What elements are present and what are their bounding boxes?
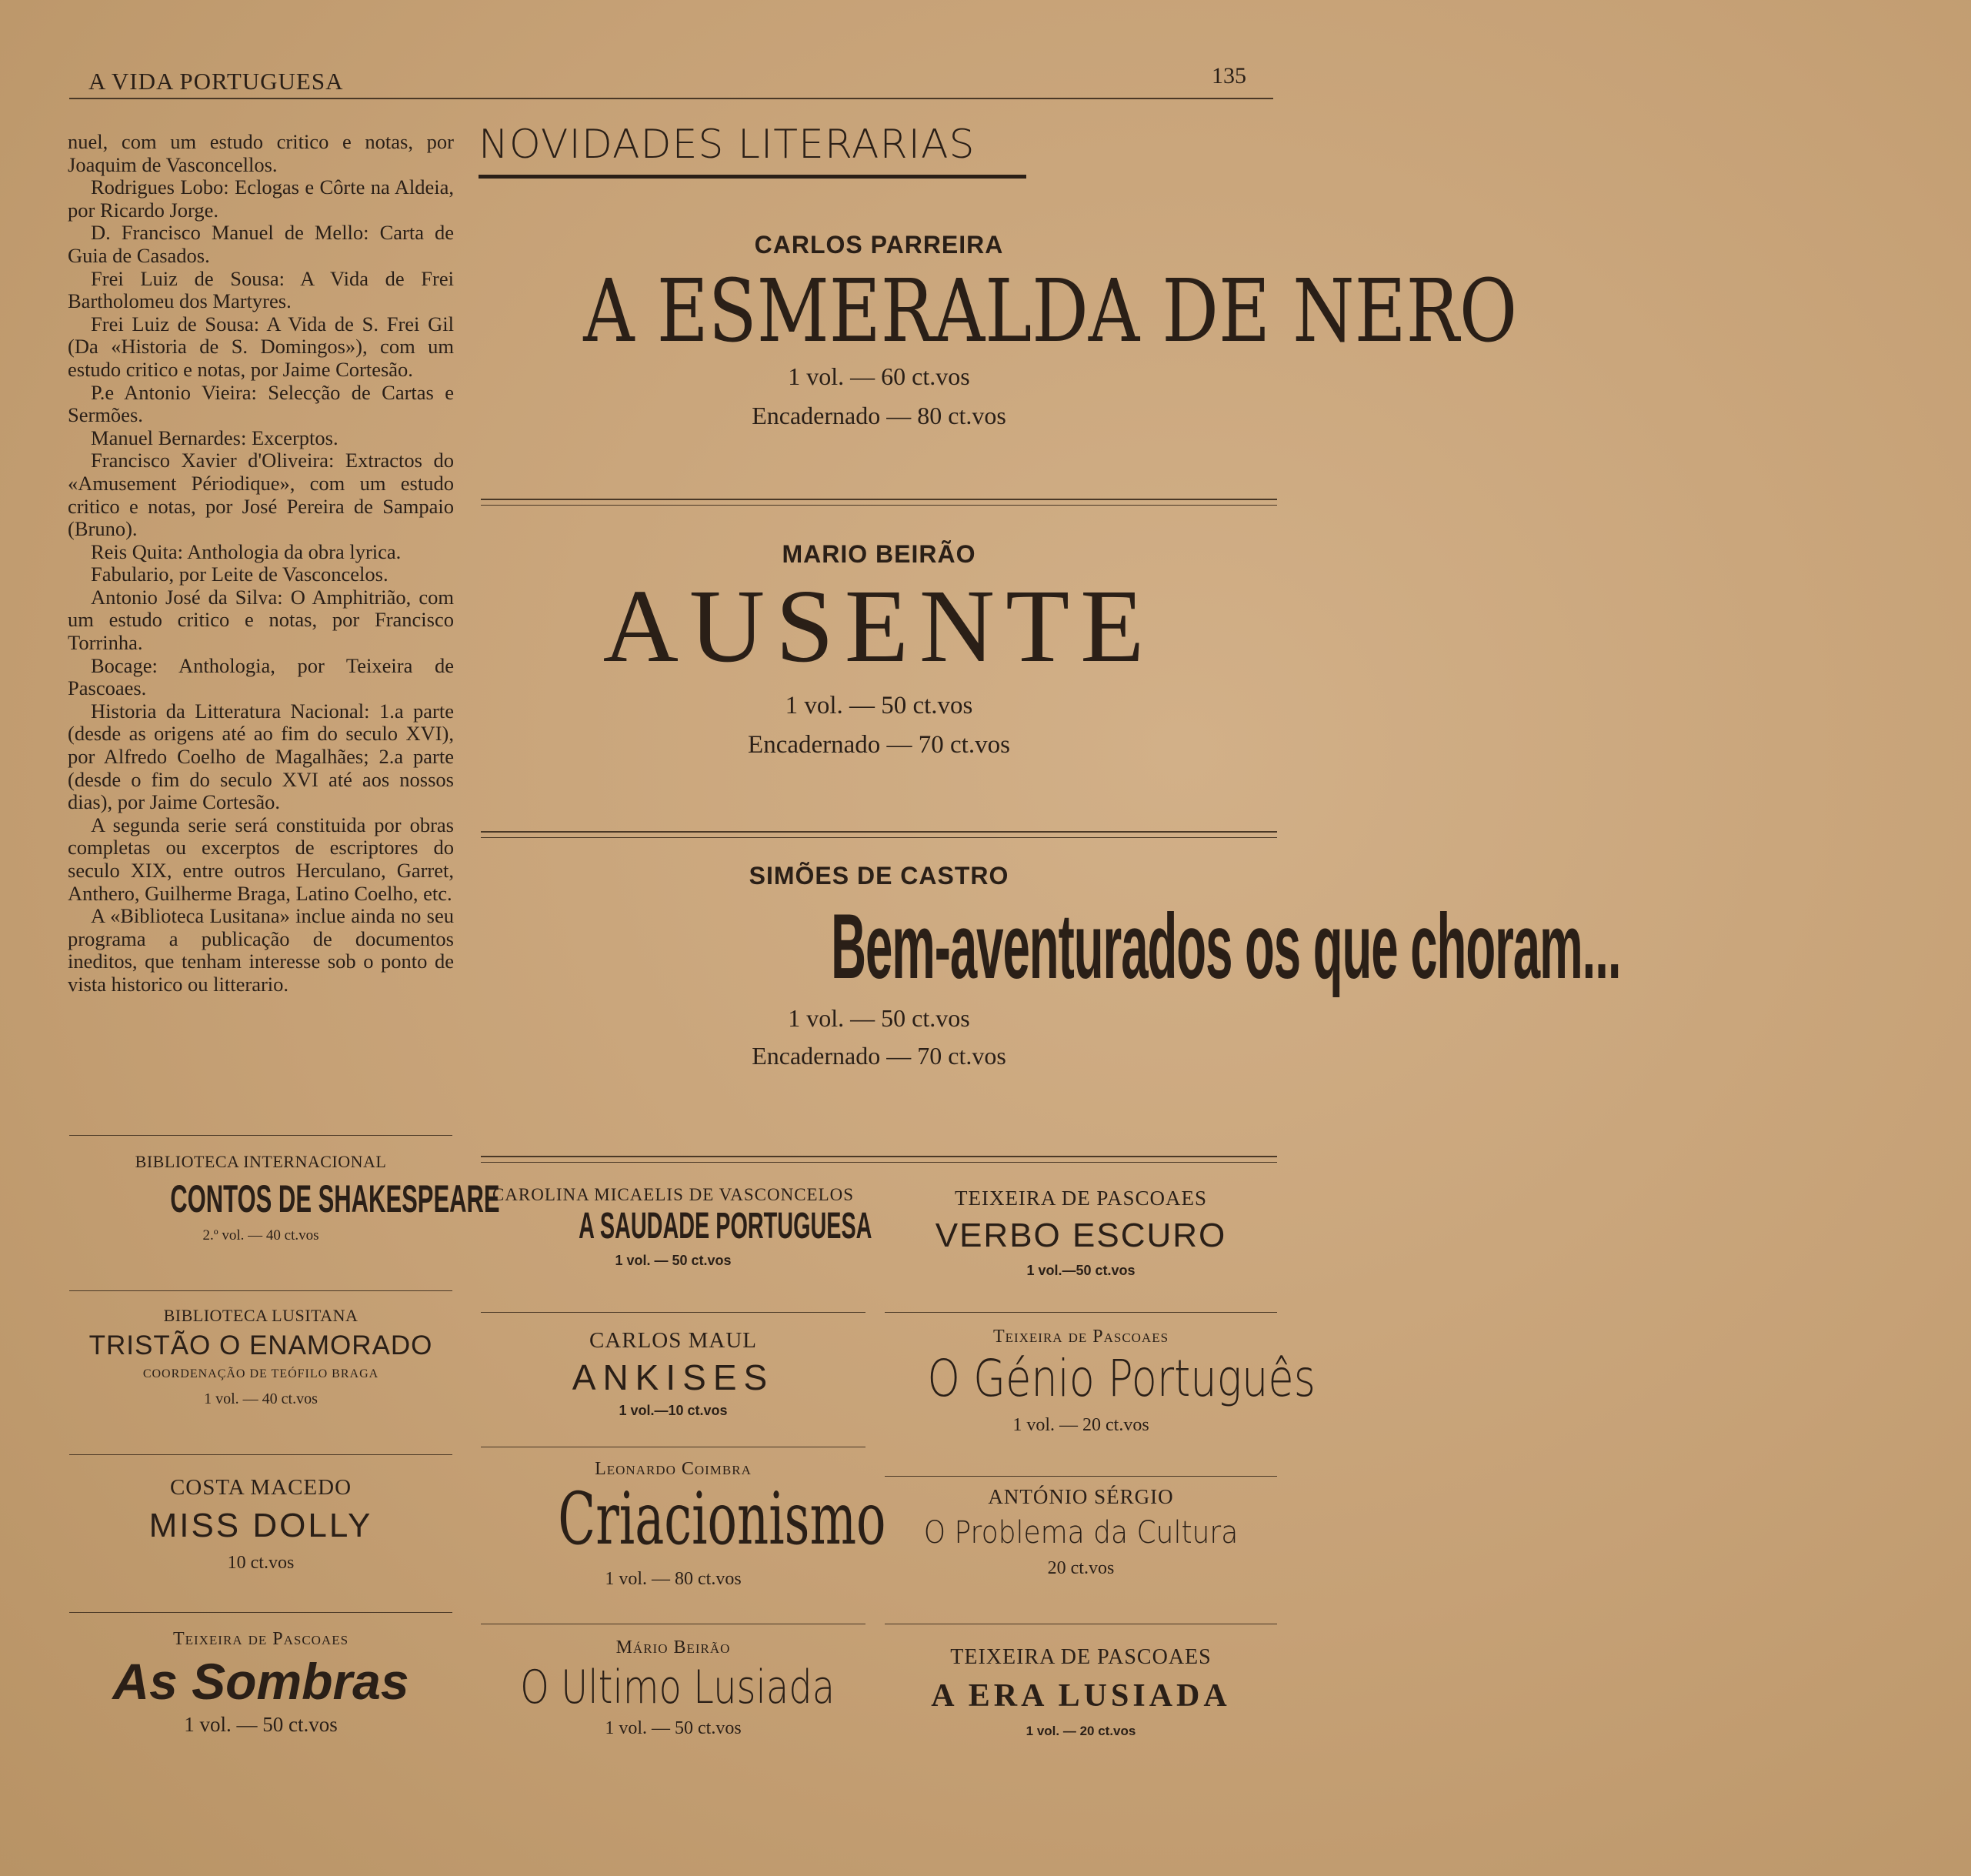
ad-price: 1 vol. — 50 ct.vos: [184, 1713, 338, 1736]
text-paragraph: D. Francisco Manuel de Mello: Carta de Guia de Casados.: [68, 221, 454, 267]
ad-title: A SAUDADE PORTUGUESA: [579, 1206, 872, 1247]
text-paragraph: Francisco Xavier d'Oliveira: Extractos do «Amusement Périodique», com um estudo critico e notas, por José Pereira de Sampaio (Bruno).: [68, 449, 454, 541]
text-paragraph: Manuel Bernardes: Excerptos.: [91, 426, 339, 449]
featured-price: 1 vol. — 60 ct.vos: [788, 362, 970, 390]
text-paragraph: Fabulario, por Leite de Vasconcelos.: [91, 562, 389, 586]
ad-as-sombras: [69, 1629, 452, 1737]
featured-author: SIMÕES DE CASTRO: [749, 862, 1009, 890]
ad-author: Teixeira de Pascoaes: [172, 1629, 349, 1649]
ad-ultimo-lusiada: [481, 1637, 865, 1739]
double-rule: [481, 499, 1277, 506]
ad-price: 10 ct.vos: [227, 1553, 295, 1573]
featured-title: Bem-aventurados os que choram...: [831, 895, 1621, 998]
featured-title: A ESMERALDA DE NERO: [583, 262, 1518, 362]
ad-author: CARLOS MAUL: [589, 1328, 758, 1353]
ad-genio-portugues: [885, 1327, 1316, 1436]
left-divider: [69, 1454, 452, 1455]
ad-miss-dolly: [69, 1475, 452, 1574]
ad-title: O Génio Português: [927, 1349, 1316, 1408]
ad-series: BIBLIOTECA LUSITANA: [163, 1306, 359, 1325]
grid-divider: [481, 1312, 865, 1313]
left-divider: [69, 1612, 452, 1613]
grid-divider: [885, 1476, 1277, 1477]
ad-era-lusiada: [885, 1645, 1277, 1739]
left-column-text: [68, 131, 454, 996]
ad-price: 1 vol. — 20 ct.vos: [1012, 1415, 1149, 1435]
ad-title: O Ultimo Lusiada: [520, 1661, 835, 1714]
ad-author: Leonardo Coimbra: [595, 1459, 752, 1479]
ad-price: 2.º vol. — 40 ct.vos: [202, 1227, 319, 1243]
ad-title: MISS DOLLY: [148, 1507, 373, 1544]
ad-saudade: [481, 1185, 872, 1269]
ad-tristao: [69, 1306, 452, 1408]
featured-esmeralda: [481, 231, 1518, 430]
grid-divider: [885, 1312, 1277, 1313]
featured-ausente: [481, 540, 1277, 759]
ad-author: CAROLINA MICAELIS DE VASCONCELOS: [492, 1185, 855, 1204]
ad-price: 20 ct.vos: [1047, 1558, 1115, 1578]
running-header: A VIDA PORTUGUESA: [88, 68, 344, 95]
ad-author: ANTÓNIO SÉRGIO: [988, 1485, 1174, 1508]
ad-verbo-escuro: [885, 1187, 1277, 1279]
ad-price: 1 vol. — 50 ct.vos: [615, 1253, 732, 1268]
ad-author: TEIXEIRA DE PASCOAES: [950, 1645, 1212, 1669]
ad-price: 1 vol. — 20 ct.vos: [1026, 1724, 1136, 1738]
text-paragraph: A «Biblioteca Lusitana» inclue ainda no seu programa a publicação de documentos ineditos, que tenham interesse sob o ponto de vista historico ou litterario.: [68, 904, 454, 996]
featured-author: CARLOS PARREIRA: [754, 231, 1004, 259]
left-divider: [69, 1135, 452, 1136]
text-paragraph: Rodrigues Lobo: Eclogas e Côrte na Aldeia, por Ricardo Jorge.: [68, 175, 454, 222]
text-paragraph: Frei Luiz de Sousa: A Vida de S. Frei Gil (Da «Historia de S. Domingos»), com um estudo critico e notas, por Jaime Cortesão.: [68, 312, 454, 381]
ad-title: ANKISES: [572, 1357, 775, 1397]
ad-price: 1 vol. — 40 ct.vos: [204, 1390, 318, 1407]
ad-title: O Problema da Cultura: [923, 1515, 1239, 1551]
ad-author: COSTA MACEDO: [169, 1475, 352, 1500]
text-paragraph: Reis Quita: Anthologia da obra lyrica.: [91, 539, 402, 563]
ad-problema-cultura: [885, 1485, 1277, 1579]
header-rule: [69, 98, 1273, 99]
ad-price: 1 vol.—10 ct.vos: [619, 1403, 728, 1418]
ad-price: 1 vol. — 50 ct.vos: [605, 1718, 742, 1738]
left-divider: [69, 1290, 452, 1291]
featured-title: AUSENTE: [602, 569, 1156, 684]
ad-series: BIBLIOTECA INTERNACIONAL: [135, 1152, 387, 1171]
ad-author: Teixeira de Pascoaes: [992, 1327, 1169, 1347]
ad-price: 1 vol. — 80 ct.vos: [605, 1569, 742, 1589]
text-paragraph: P.e Antonio Vieira: Selecção de Cartas e Sermões.: [68, 380, 454, 427]
featured-price: 1 vol. — 50 ct.vos: [788, 1004, 970, 1032]
ad-author: TEIXEIRA DE PASCOAES: [954, 1187, 1208, 1210]
text-paragraph: A segunda serie será constituida por obras completas ou excerptos de escriptores do seculo XIX, entre outros Herculano, Garret, Anthero, Guilherme Braga, Latino Coelho, etc.: [68, 813, 454, 905]
ad-title: TRISTÃO O ENAMORADO: [88, 1330, 433, 1360]
featured-price-bound: Encadernado — 70 ct.vos: [752, 1042, 1006, 1070]
ad-title: CONTOS DE SHAKESPEARE: [170, 1177, 500, 1220]
ad-author: Mário Beirão: [615, 1637, 731, 1657]
ad-title: Criacionismo: [558, 1477, 886, 1561]
ad-title: As Sombras: [112, 1653, 409, 1710]
novidades-heading: NOVIDADES LITERARIAS: [479, 122, 975, 168]
ad-criacionismo: [481, 1459, 886, 1590]
novidades-underline: [479, 175, 1026, 179]
ad-note: COORDENAÇÃO DE TEÓFILO BRAGA: [142, 1367, 379, 1380]
text-paragraph: Bocage: Anthologia, por Teixeira de Pascoaes.: [68, 653, 454, 700]
ad-ankises: [481, 1328, 865, 1419]
featured-price: 1 vol. — 50 ct.vos: [785, 692, 973, 719]
text-paragraph: Antonio José da Silva: O Amphitrião, com um estudo critico e notas, por Francisco Torrinha.: [68, 585, 454, 655]
double-rule: [481, 1156, 1277, 1163]
ad-contos-shakespeare: [69, 1152, 500, 1244]
featured-price-bound: Encadernado — 80 ct.vos: [752, 402, 1006, 429]
text-paragraph: nuel, com um estudo critico e notas, por Joaquim de Vasconcellos.: [68, 130, 454, 176]
featured-price-bound: Encadernado — 70 ct.vos: [748, 731, 1010, 759]
featured-author: MARIO BEIRÃO: [782, 540, 976, 568]
ad-price: 1 vol.—50 ct.vos: [1026, 1263, 1136, 1278]
page-number: 135: [1212, 63, 1246, 88]
featured-bem-aventurados: [481, 862, 1621, 1070]
ad-title: A ERA LUSIADA: [931, 1678, 1231, 1714]
ad-title: VERBO ESCURO: [935, 1217, 1227, 1254]
double-rule: [481, 831, 1277, 838]
text-paragraph: Frei Luiz de Sousa: A Vida de Frei Bartholomeu dos Martyres.: [68, 266, 454, 313]
text-paragraph: Historia da Litteratura Nacional: 1.a parte (desde as origens até ao fim do seculo XVI), por Alfredo Coelho de Magalhães; 2.a parte (desde o fim do seculo XVI até aos nossos dias), por Jaime Cortesão.: [68, 699, 454, 814]
